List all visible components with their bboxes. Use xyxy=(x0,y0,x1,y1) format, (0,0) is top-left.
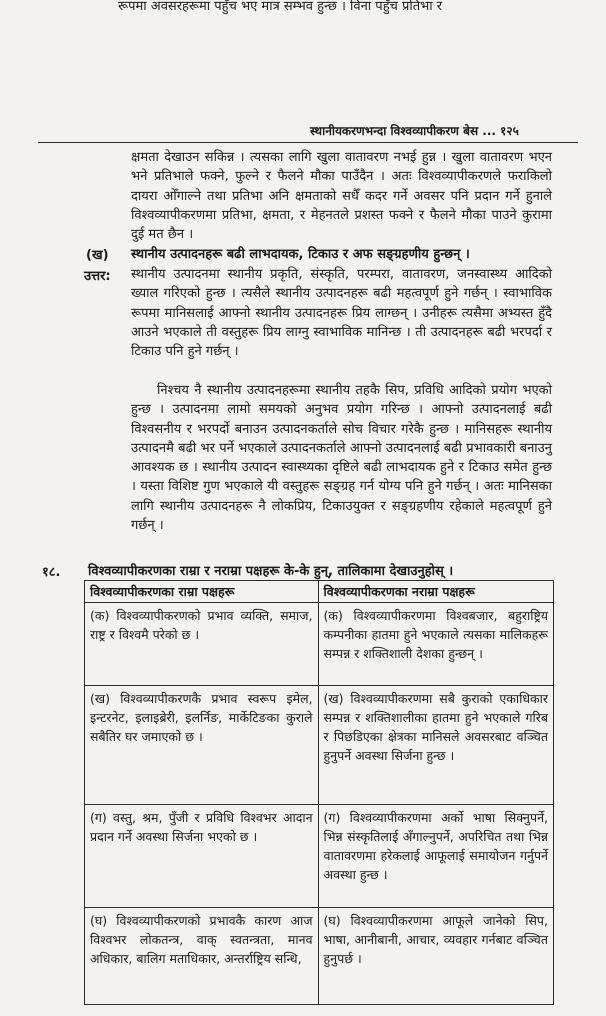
header-rule xyxy=(38,142,578,143)
running-header: स्थानीयकरणभन्दा विश्वव्यापीकरण बेस ... १२५ xyxy=(310,124,519,138)
table-header-row xyxy=(85,581,554,603)
table-cell-con: (ग) विश्वव्यापीकरणमा अर्को भाषा सिक्नुपर्ने, भिन्न संस्कृतिलाई अँगाल्नुपर्ने, अपरिचित तथा भिन्न वातावरणमा हरेकलाई आफूलाई समायोजन गर्नुपर्ने अवस्था हुन्छ । xyxy=(318,805,553,908)
table-cell-pro: (क) विश्वव्यापीकरणको प्रभाव व्यक्ति, समाज, राष्ट्र र विश्वमै परेको छ । xyxy=(85,603,319,686)
table-header-pros: विश्वव्यापीकरणका राम्रा पक्षहरू xyxy=(85,581,319,603)
table-cell-con: (क) विश्वव्यापीकरणमा विश्वबजार, बहुराष्ट्रिय कम्पनीका हातमा हुने भएकाले त्यसका मालिकहरू सम्पन्न र शक्तिशाली देशका हुन्छन् । xyxy=(318,603,553,686)
table-row xyxy=(85,908,554,1005)
question-18-text: विश्वव्यापीकरणका राम्रा र नराम्रा पक्षहरू केे-के हुन्, तालिकामा देखाउनुहोस् । xyxy=(88,564,454,579)
table-cell-pro: (ख) विश्वव्यापीकरणकै प्रभाव स्वरूप इमेल, इन्टरनेट, इलाइब्रेरी, इलर्निङ, मार्केटिङका कुराले सबैतिर घर जमाएको छ । xyxy=(85,686,319,805)
table-cell-con: (ख) विश्वव्यापीकरणमा सबै कुराको एकाधिकार सम्पन्न र शक्तिशालीका हातमा हुने भएकाले गरिब र पिछडिएका क्षेत्रका मानिसले अवसरबाट वञ्चित हुनुपर्ने अवस्था सिर्जना हुन्छ । xyxy=(318,686,553,805)
table-cell-pro: (ग) वस्तु, श्रम, पुँजी र प्रविधि विश्वभर आदान प्रदान गर्ने अवस्था सिर्जना भएको छ । xyxy=(85,805,319,908)
table-cell-pro: (घ) विश्वव्यापीकरणको प्रभावकै कारण आज विश्वभर लोकतन्त्र, वाक् स्वतन्त्रता, मानव अधिकार, बालिग मताधिकार, अन्तर्राष्ट्रिय सन्धि, xyxy=(85,908,319,1005)
previous-text-fragment: रूपमा अवसरहरूमा पहुँच भए मात्र सम्भव हुन्छ । विना पहुँच प्रतिभा र xyxy=(118,0,443,14)
continuation-paragraph: क्षमता देखाउन सकिन्न । त्यसका लागि खुला वातावरण नभई हुन्न । खुला वातावरण भएन भने प्रतिभाले फक्ने, फुल्ने र फैलने मौका पाउँदैन । अतः विश्वव्यापीकरणले फराकिलो दायरा ओँगाल्ने तथा प्रतिभा अनि क्षमताको सधैँ कदर गर्ने अवसर पनि प्रदान गर्ने हुनाले विश्वव्यापीकरणमा प्रतिभा, क्षमता, र मेहनतले प्रशस्त फक्ने र फैलने मौका पाउने कुरामा दुई मत छैन । xyxy=(131,150,552,243)
question-18-number: १८. xyxy=(42,565,61,580)
question-b-label: (ख) xyxy=(86,248,109,263)
table-row xyxy=(85,603,554,686)
table-cell-con: (घ) विश्वव्यापीकरणमा आफूले जानेको सिप, भाषा, आनीबानी, आचार, व्यवहार गर्नबाट वञ्चित हुनुपर्छ । xyxy=(318,908,553,1005)
question-b-text: स्थानीय उत्पादनहरू बढी लाभदायक, टिकाउ र अफ सङ्ग्रहणीय हुन्छन् । xyxy=(131,247,470,262)
answer-label: उत्तर: xyxy=(84,269,111,284)
answer-paragraph-2: निश्चय नै स्थानीय उत्पादनहरूमा स्थानीय तहकै सिप, प्रविधि आदिको प्रयोग भएको हुन्छ । उत्पादनमा लामो समयको अनुभव प्रयोग गरिन्छ । आफ्नो उत्पादनलाई बढी विश्वसनीय र भरपर्दो बनाउन उत्पादनकर्ताले सोच विचार गरेकै हुन्छ । मानिसहरू स्थानीय उत्पादनमै बढी भर पर्ने भएकाले उत्पादनकर्ताले आफ्नो उत्पादनलाई बढी प्रभावकारी बनाउनु आवश्यक छ । स्थानीय उत्पादन स्वास्थ्यका दृष्टिले बढी लाभदायक हुने र टिकाउ समेत हुन्छ । यस्ता विशिष्ट गुण भएकाले यी वस्तुहरू सङ्ग्रह गर्न योग्य पनि हुने गर्छन् । अतः मानिसका लागि स्थानीय उत्पादनहरू नै लोकप्रिय, टिकाउयुक्त र सङ्ग्रहणीय रहेकाले महत्वपूर्ण हुने गर्छन् । xyxy=(131,383,552,534)
table-row xyxy=(85,686,554,805)
pros-cons-table xyxy=(84,580,554,1005)
table-row xyxy=(85,805,554,908)
answer-paragraph-1: स्थानीय उत्पादनमा स्थानीय प्रकृति, संस्कृति, परम्परा, वातावरण, जनस्वास्थ्य आदिको ख्याल गरिएको हुन्छ । त्यसैले स्थानीय उत्पादनहरू बढी महत्वपूर्ण हुने गर्छन् । स्वाभाविक रूपमा मानिसलाई आफ्नो स्थानीय उत्पादनहरू प्रिय लाग्छन् । उनीहरू त्यसैमा अभ्यस्त हुँदै आउने भएकाले ती वस्तुहरू प्रिय लाग्नु स्वाभाविक मानिन्छ । ती उत्पादनहरू बढी भरपर्दा र टिकाउ पनि हुने गर्छन् । xyxy=(131,267,552,360)
table-header-cons: विश्वव्यापीकरणका नराम्रा पक्षहरू xyxy=(318,581,553,603)
